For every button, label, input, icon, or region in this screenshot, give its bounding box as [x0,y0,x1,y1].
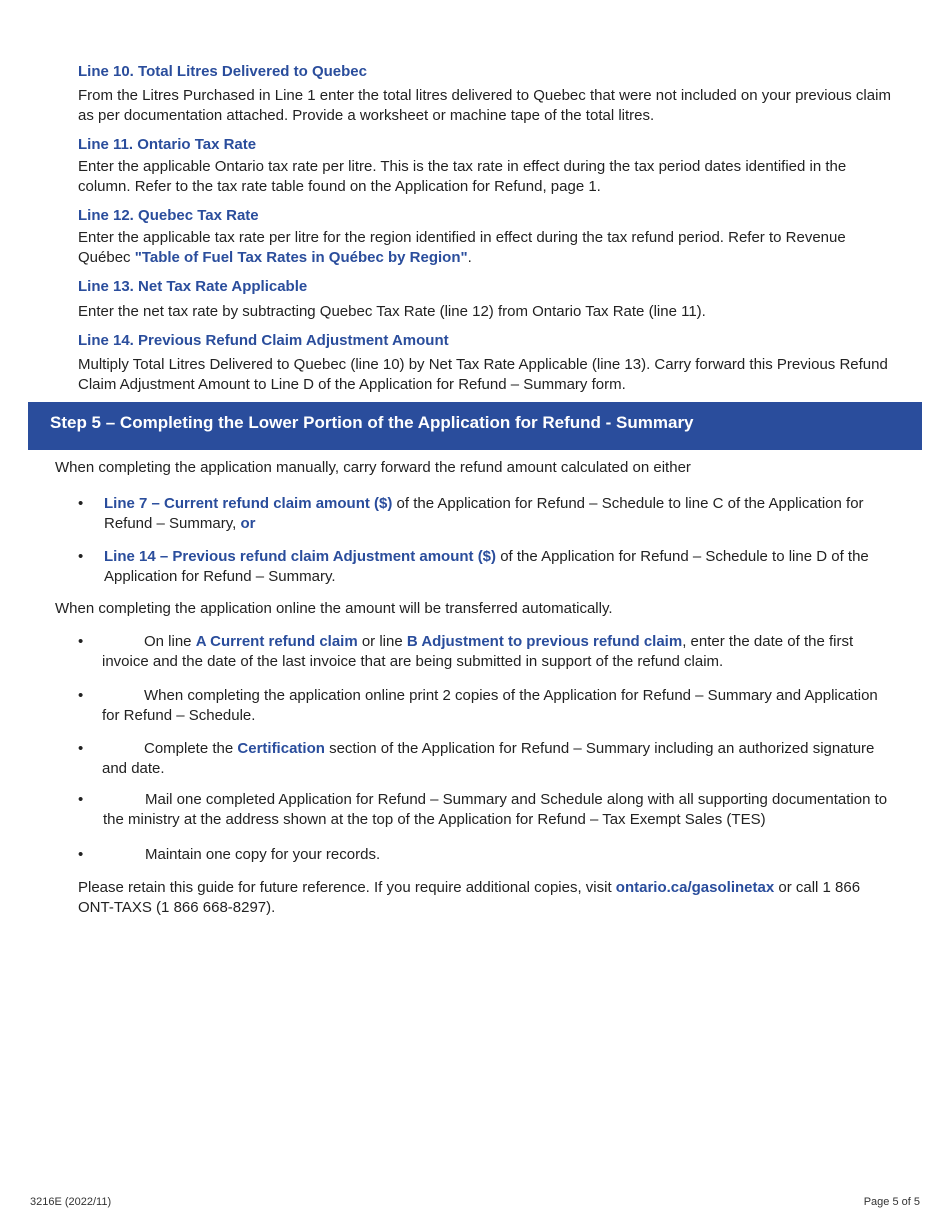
adjustment-claim-label: B Adjustment to previous refund claim [406,633,683,650]
bullet-dot: • [78,495,84,512]
b5-t2: section of the Application for Refund – Summary including an authorized signature and date. [102,740,875,777]
bullet-print-copies-text [102,686,892,726]
b3-t2: or line [357,633,407,650]
manual-intro-text: When completing the application manually, carry forward the refund amount calculated on either [55,459,691,476]
bullet-online-line-text [102,632,892,672]
b4-text: When completing the application online print 2 copies of the Application for Refund – Summary and Application for Refund – Schedule. [102,687,878,724]
b7-text: Maintain one copy for your records. [145,846,381,863]
line-7-label: Line 7 – Current refund claim amount ($) [104,495,393,512]
bullet-dot: • [78,687,84,704]
line-7-desc: of the Application for Refund – Schedule to line C of the Application for Refund – Summary, [104,495,864,532]
step-5-banner: Step 5 – Completing the Lower Portion of the Application for Refund - Summary [28,402,922,450]
or-label: or [240,515,256,532]
b3-t1: On line [144,633,196,650]
line-10-heading: Line 10. Total Litres Delivered to Quebec [78,63,367,80]
line-10-text: From the Litres Purchased in Line 1 enter the total litres delivered to Quebec that were not included on your previous claim as per documentation attached. Provide a worksheet or machine tape of the total litres. [78,87,891,124]
line-12-text [78,228,898,268]
retain-t1: Please retain this guide for future reference. If you require additional copies, visit [78,879,616,896]
line-13-text: Enter the net tax rate by subtracting Quebec Tax Rate (line 12) from Ontario Tax Rate (line 11). [78,303,706,320]
line-14-heading: Line 14. Previous Refund Claim Adjustment Amount [78,332,449,349]
bullet-dot: • [78,548,84,565]
gasoline-tax-link[interactable]: ontario.ca/gasolinetax [615,879,775,896]
form-number: 3216E (2022/11) [30,1196,112,1208]
bullet-dot: • [78,791,84,808]
retain-t2: or call 1 866 ONT-TAXS (1 866 668-8297). [78,879,861,916]
line-12-heading: Line 12. Quebec Tax Rate [78,207,259,224]
bullet-keep-copy-text [103,845,893,865]
b6-text: Mail one completed Application for Refund – Summary and Schedule along with all supporting documentation to the ministry at the address shown at the top of the Application for Refund – Tax Exempt Sales (TES) [103,791,888,828]
b5-t1: Complete the [144,740,238,757]
bullet-dot: • [78,740,84,757]
line-14-desc: of the Application for Refund – Schedule to line D of the Application for Refund – Summary. [104,548,869,585]
bullet-mail-text [103,790,893,830]
fuel-tax-rates-link[interactable]: "Table of Fuel Tax Rates in Québec by Region" [134,249,468,266]
online-intro-text: When completing the application online the amount will be transferred automatically. [55,600,613,617]
line-14-label: Line 14 – Previous refund claim Adjustment amount ($) [104,548,497,565]
bullet-dot: • [78,846,84,863]
certification-label: Certification [237,740,325,757]
b3-t3: , enter the date of the first invoice and the date of the last invoice that are being submitted in support of the refund claim. [102,633,854,670]
current-refund-claim-label: A Current refund claim [195,633,358,650]
retain-guide-text [78,878,898,918]
line-12-text-after: . [467,249,472,266]
line-12-text-before: Enter the applicable tax rate per litre for the region identified in effect during the tax refund period. Refer to Revenue Québec [78,229,846,266]
line-13-heading: Line 13. Net Tax Rate Applicable [78,278,308,295]
line-11-text: Enter the applicable Ontario tax rate per litre. This is the tax rate in effect during the tax period dates identified in the column. Refer to the tax rate table found on the Application for Refund, page 1. [78,158,847,195]
bullet-mail [78,790,898,840]
line-14-text: Multiply Total Litres Delivered to Quebec (line 10) by Net Tax Rate Applicable (line 13). Carry forward this Previous Refund Claim Adjustment Amount to Line D of the Application for Refund – Summary form. [78,356,888,393]
page-number: Page 5 of 5 [863,1196,920,1208]
bullet-certification-text [102,739,892,779]
bullet-line-14-text [104,547,894,587]
line-11-heading: Line 11. Ontario Tax Rate [78,136,257,153]
bullet-line-7-text [104,494,894,534]
bullet-dot: • [78,633,84,650]
